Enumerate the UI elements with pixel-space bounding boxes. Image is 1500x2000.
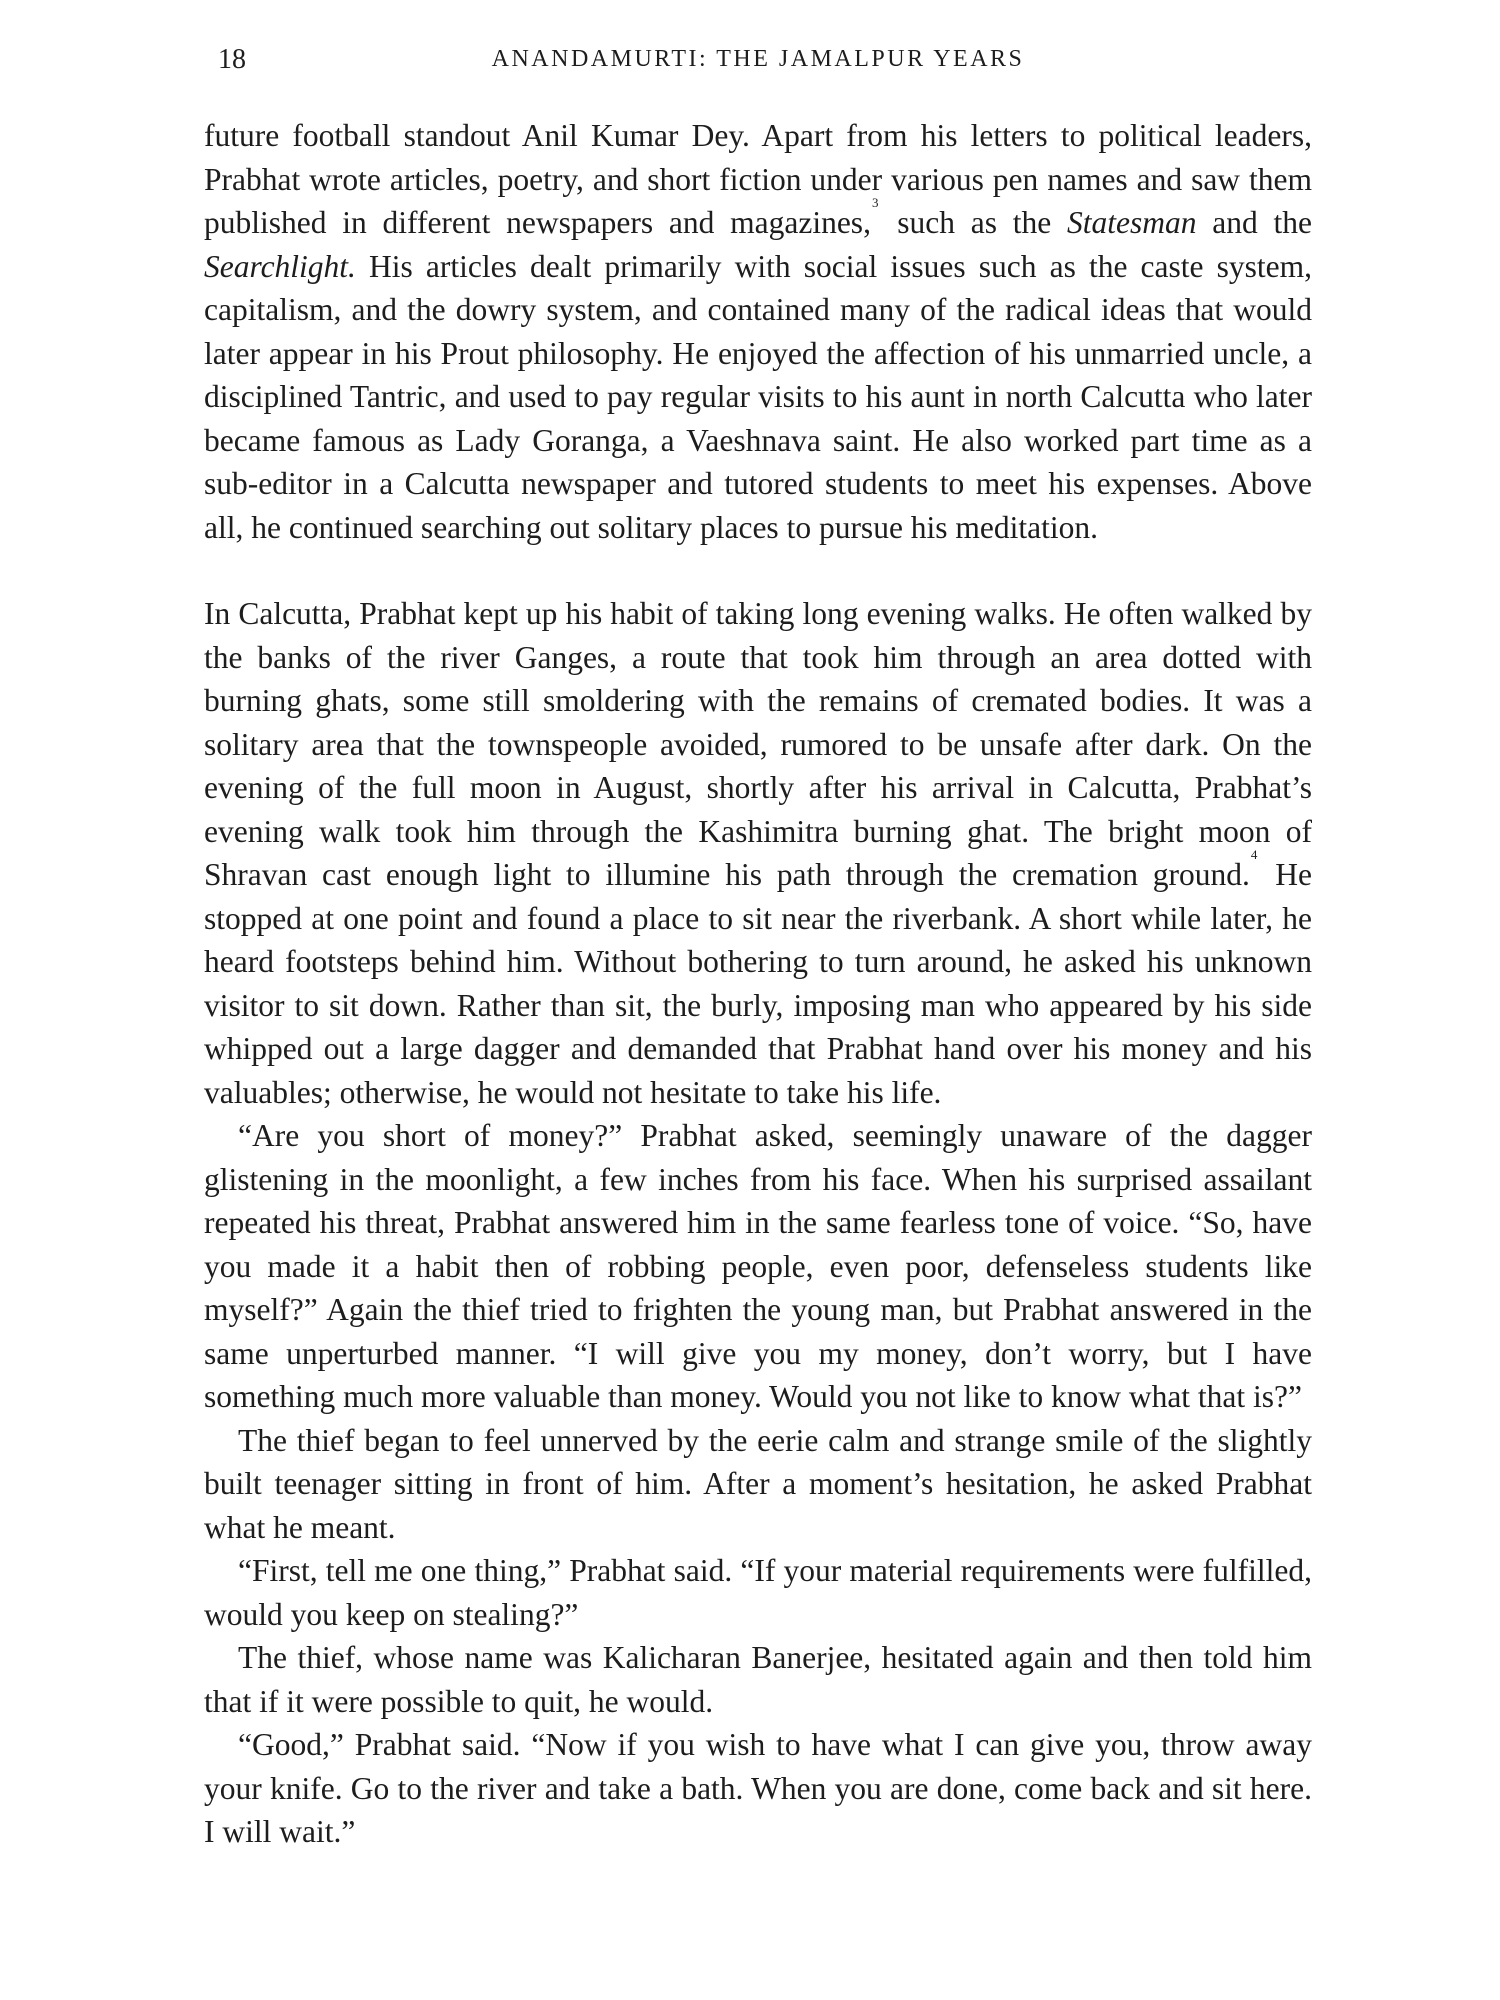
paragraph-1-text-b: such as the [881,205,1067,240]
paragraph-1-text-c: and the [1196,205,1313,240]
paragraph-2 [204,592,1312,1114]
running-title: ANANDAMURTI: THE JAMALPUR YEARS [491,46,1025,72]
paragraph-1-text-a: future football standout Anil Kumar Dey. Apart from his letters to political leaders, Prabhat wrote articles, poetry, and short fiction under various pen names and saw them published in different newspapers and magazines, [204,118,1312,240]
page-number: 18 [218,44,246,75]
publication-title-statesman: Statesman [1067,205,1197,240]
paragraph-1-text-d: His articles dealt primarily with social issues such as the caste system, capitalism, and the dowry system, and contained many of the radical ideas that would later appear in his Prout philosophy. He enjoyed the affection of his unmarried uncle, a disciplined Tantric, and used to pay regular visits to his aunt in north Calcutta who later became famous as Lady Goranga, a Vaeshnava saint. He also worked part time as a sub-editor in a Calcutta newspaper and tutored students to meet his expenses. Above all, he continued searching out solitary places to pursue his meditation. [204,248,1312,545]
paragraph-7: “Good,” Prabhat said. “Now if you wish to have what I can give you, throw away your knife. Go to the river and take a bath. When you are done, come back and sit here. I will wait.” [204,1727,1312,1849]
publication-title-searchlight: Searchlight. [204,248,356,284]
paragraph-2-text-b: He stopped at one point and found a place to sit near the riverbank. A short while later, he heard footsteps behind him. Without bothering to turn around, he asked his unknown visitor to sit down. Rather than sit, the burly, imposing man who appeared by his side whipped out a large dagger and demanded that Prabhat hand over his money and his valuables; otherwise, he would not hesitate to take his life. [204,857,1312,1110]
paragraph-5: “First, tell me one thing,” Prabhat said. “If your material requirements were fulfilled, would you keep on stealing?” [204,1553,1312,1632]
running-header [204,40,1312,86]
book-page [204,40,1312,1854]
paragraph-6: The thief, whose name was Kalicharan Banerjee, hesitated again and then told him that if it were possible to quit, he would. [204,1640,1312,1719]
body-text [204,114,1312,1854]
paragraph-1 [204,114,1312,549]
paragraph-2-text-a: In Calcutta, Prabhat kept up his habit of taking long evening walks. He often walked by the banks of the river Ganges, a route that took him through an area dotted with burning ghats, some still smoldering with the remains of cremated bodies. It was a solitary area that the townspeople avoided, rumored to be unsafe after dark. On the evening of the full moon in August, shortly after his arrival in Calcutta, Prabhat’s evening walk took him through the Kashimitra burning ghat. The bright moon of Shravan cast enough light to illumine his path through the cremation ground. [204,596,1312,892]
footnote-marker-4[interactable]: 4 [1250,847,1258,862]
paragraph-3: “Are you short of money?” Prabhat asked, seemingly unaware of the dagger glistening in the moonlight, a few inches from his face. When his surprised assailant repeated his threat, Prabhat answered him in the same fearless tone of voice. “So, have you made it a habit then of robbing people, even poor, defenseless students like myself?” Again the thief tried to frighten the young man, but Prabhat answered in the same unperturbed manner. “I will give you my money, don’t worry, but I have something much more valuable than money. Would you not like to know what that is?” [204,1118,1312,1414]
footnote-marker-3[interactable]: 3 [871,195,879,210]
paragraph-4: The thief began to feel unnerved by the eerie calm and strange smile of the slightly built teenager sitting in front of him. After a moment’s hesitation, he asked Prabhat what he meant. [204,1422,1312,1545]
